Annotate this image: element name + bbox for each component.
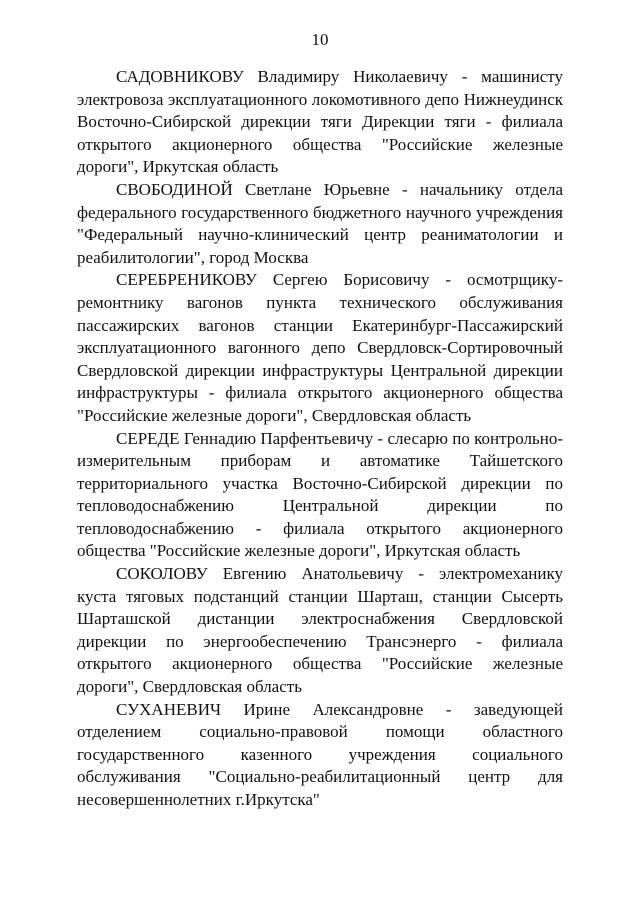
award-entry-svobodina: СВОБОДИНОЙ Светлане Юрьевне - начальнику отдела федерального государственного бюджетного научного учреждения "Федеральный научно-клинический центр реаниматологии и реабилитологии", город Москва xyxy=(77,179,563,267)
document-body xyxy=(77,66,563,812)
award-entry-serebrenikov: СЕРЕБРЕНИКОВУ Сергею Борисовичу - осмотрщику-ремонтнику вагонов пункта технического обслуживания пассажирских вагонов станции Екатеринбург-Пассажирский эксплуатационного вагонного депо Свердловск-Сортировочный Свердловской дирекции инфраструктуры Центральной дирекции инфраструктуры - филиала открытого акционерного общества "Российские железные дороги", Свердловская область xyxy=(77,270,563,425)
page-number: 10 xyxy=(311,30,329,49)
award-entry-sukhanevich: СУХАНЕВИЧ Ирине Александровне - заведующей отделением социально-правовой помощи областного государственного казенного учреждения социального обслуживания "Социально-реабилитационный центр для несовершеннолетних г.Иркутска" xyxy=(77,699,563,809)
award-entry-sadovnikov: САДОВНИКОВУ Владимиру Николаевичу - машинисту электровоза эксплуатационного локомотивного депо Нижнеудинск Восточно-Сибирской дирекции тяги Дирекции тяги - филиала открытого акционерного общества "Российские железные дороги", Иркутская область xyxy=(77,67,563,177)
award-entry-sokolov: СОКОЛОВУ Евгению Анатольевичу - электромеханику куста тяговых подстанций станции Шарташ, станции Сысерть Шарташской дистанции электроснабжения Свердловской дирекции по энергообеспечению Трансэнерго - филиала открытого акционерного общества "Российские железные дороги", Свердловская область xyxy=(77,564,563,697)
award-entry-sereda: СЕРЕДЕ Геннадию Парфентьевичу - слесарю по контрольно-измерительным приборам и автоматике Тайшетского территориального участка Восточно-Сибирской дирекции по тепловодоснабжению Центральной дирекции по тепловодоснабжению - филиала открытого акционерного общества "Российские железные дороги", Иркутская область xyxy=(77,428,563,561)
